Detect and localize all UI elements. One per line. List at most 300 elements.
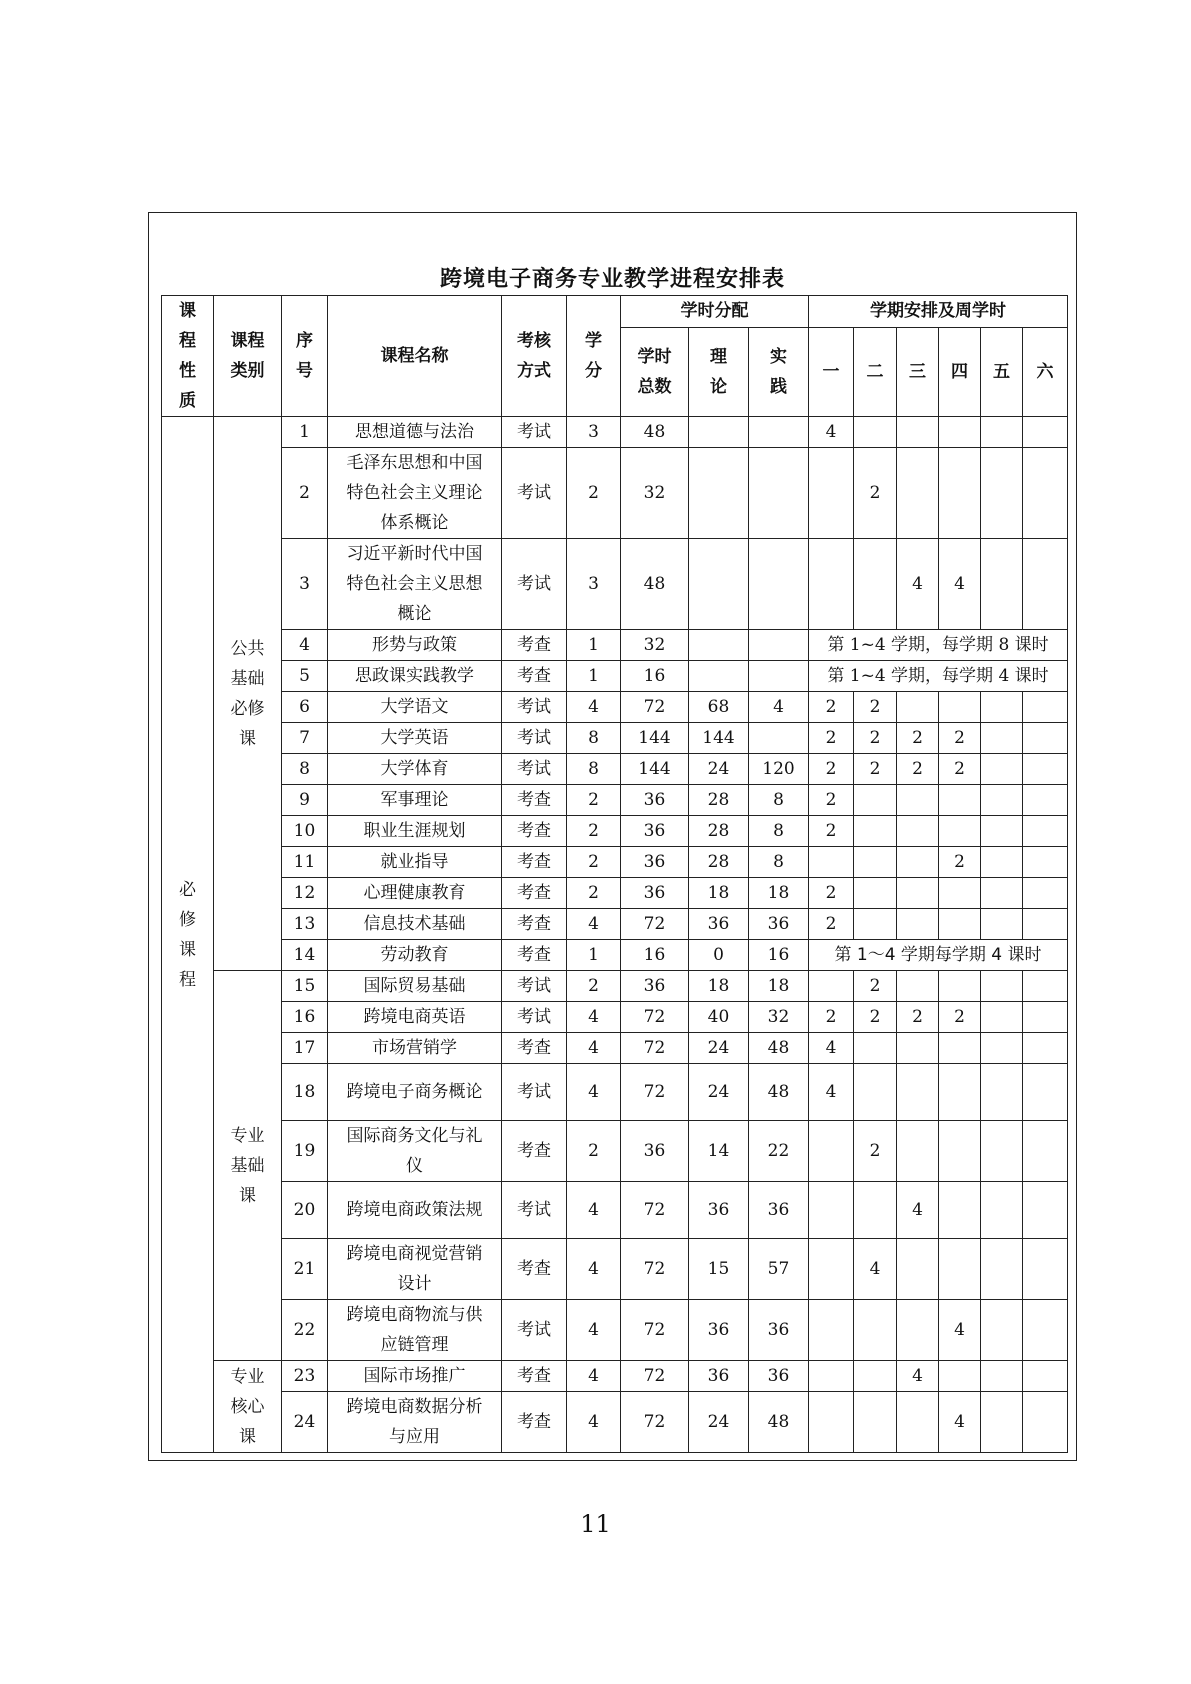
semester-3-hours [897,878,939,909]
semester-4-hours: 4 [939,1392,981,1453]
hours-theory [689,630,749,661]
semester-6-hours [1023,847,1068,878]
semester-4-hours [939,1239,981,1300]
semester-2-hours [854,539,897,630]
row-index: 18 [282,1064,328,1121]
credits: 2 [567,448,621,539]
course-name: 跨境电商物流与供应链管理 [328,1300,502,1361]
row-index: 24 [282,1392,328,1453]
semester-3-hours: 4 [897,539,939,630]
semester-5-hours [981,909,1023,940]
semester-6-hours [1023,539,1068,630]
semester-1-hours [809,1392,854,1453]
semester-6-hours [1023,1064,1068,1121]
semester-2-hours [854,816,897,847]
semester-3-hours [897,785,939,816]
hours-practice: 18 [749,878,809,909]
course-name: 信息技术基础 [328,909,502,940]
header-semester-5: 五 [981,327,1023,416]
semester-3-hours [897,417,939,448]
semester-2-hours: 2 [854,692,897,723]
semester-6-hours [1023,1121,1068,1182]
semester-3-hours: 4 [897,1361,939,1392]
credits: 2 [567,847,621,878]
semester-5-hours [981,754,1023,785]
table-row [162,723,1068,754]
header-credits: 学分 [567,296,621,417]
hours-practice: 8 [749,785,809,816]
semester-3-hours: 2 [897,1002,939,1033]
header-hours-total: 学时总数 [621,327,689,416]
assessment: 考查 [502,878,567,909]
semester-1-hours: 2 [809,909,854,940]
semester-1-hours [809,539,854,630]
page-title: 跨境电子商务专业教学进程安排表 [439,267,785,292]
course-name: 市场营销学 [328,1033,502,1064]
assessment: 考试 [502,754,567,785]
credits: 4 [567,1392,621,1453]
course-name: 军事理论 [328,785,502,816]
semester-1-hours: 2 [809,816,854,847]
semester-4-hours: 2 [939,754,981,785]
assessment: 考查 [502,1392,567,1453]
semester-5-hours [981,539,1023,630]
semester-1-hours: 4 [809,417,854,448]
semester-1-hours [809,1239,854,1300]
row-index: 4 [282,630,328,661]
semester-6-hours [1023,878,1068,909]
table-row [162,417,1068,448]
row-index: 10 [282,816,328,847]
semester-1-hours: 2 [809,878,854,909]
semester-2-hours [854,1300,897,1361]
hours-theory: 14 [689,1121,749,1182]
assessment: 考查 [502,1361,567,1392]
credits: 2 [567,816,621,847]
semester-2-hours: 2 [854,448,897,539]
semester-2-hours: 2 [854,971,897,1002]
semester-3-hours [897,448,939,539]
assessment: 考查 [502,940,567,971]
table-row [162,1300,1068,1361]
header-semester-6: 六 [1023,327,1068,416]
semester-3-hours [897,971,939,1002]
table-row [162,661,1068,692]
hours-total: 72 [621,1033,689,1064]
credits: 4 [567,692,621,723]
assessment: 考查 [502,816,567,847]
hours-practice [749,661,809,692]
hours-theory [689,661,749,692]
semester-5-hours [981,1121,1023,1182]
semester-2-hours: 2 [854,1002,897,1033]
table-row [162,909,1068,940]
table-row [162,1064,1068,1121]
assessment: 考查 [502,1121,567,1182]
hours-practice [749,417,809,448]
hours-total: 72 [621,692,689,723]
assessment: 考试 [502,1064,567,1121]
row-index: 13 [282,909,328,940]
course-name: 习近平新时代中国特色社会主义思想概论 [328,539,502,630]
table-row [162,539,1068,630]
hours-practice: 4 [749,692,809,723]
semester-4-hours: 4 [939,1300,981,1361]
course-name: 劳动教育 [328,940,502,971]
table-row [162,1033,1068,1064]
credits: 4 [567,1033,621,1064]
semester-note: 第 1~4 学期，每学期 8 课时 [809,630,1068,661]
row-index: 12 [282,878,328,909]
table-row [162,1392,1068,1453]
schedule-table [161,295,1068,1453]
header-index: 序号 [282,296,328,417]
hours-theory: 18 [689,971,749,1002]
semester-5-hours [981,1182,1023,1239]
table-row [162,754,1068,785]
header-semester-1: 一 [809,327,854,416]
assessment: 考查 [502,1033,567,1064]
semester-5-hours [981,1239,1023,1300]
semester-4-hours [939,971,981,1002]
hours-theory: 15 [689,1239,749,1300]
semester-3-hours [897,1239,939,1300]
semester-1-hours: 2 [809,692,854,723]
row-index: 5 [282,661,328,692]
semester-3-hours [897,1392,939,1453]
semester-2-hours: 4 [854,1239,897,1300]
semester-1-hours: 2 [809,1002,854,1033]
assessment: 考试 [502,1300,567,1361]
hours-total: 32 [621,448,689,539]
semester-2-hours [854,417,897,448]
semester-6-hours [1023,816,1068,847]
table-row [162,448,1068,539]
semester-1-hours [809,1182,854,1239]
row-index: 15 [282,971,328,1002]
credits: 4 [567,1064,621,1121]
credits: 2 [567,785,621,816]
row-index: 20 [282,1182,328,1239]
hours-practice: 16 [749,940,809,971]
hours-practice: 36 [749,1300,809,1361]
hours-practice [749,539,809,630]
semester-5-hours [981,785,1023,816]
course-name: 毛泽东思想和中国特色社会主义理论体系概论 [328,448,502,539]
semester-4-hours: 2 [939,1002,981,1033]
table-row [162,785,1068,816]
table-row [162,971,1068,1002]
hours-total: 36 [621,816,689,847]
hours-total: 72 [621,1392,689,1453]
row-index: 17 [282,1033,328,1064]
semester-3-hours [897,1300,939,1361]
hours-total: 16 [621,661,689,692]
table-row [162,1121,1068,1182]
semester-4-hours [939,1033,981,1064]
semester-1-hours: 4 [809,1033,854,1064]
credits: 3 [567,417,621,448]
semester-6-hours [1023,692,1068,723]
hours-practice: 48 [749,1392,809,1453]
hours-practice: 36 [749,909,809,940]
row-index: 6 [282,692,328,723]
hours-total: 16 [621,940,689,971]
semester-6-hours [1023,909,1068,940]
hours-total: 144 [621,723,689,754]
semester-6-hours [1023,1239,1068,1300]
hours-practice [749,630,809,661]
hours-theory: 36 [689,909,749,940]
table-row [162,1182,1068,1239]
hours-theory: 36 [689,1182,749,1239]
header-semester-2: 二 [854,327,897,416]
course-name: 职业生涯规划 [328,816,502,847]
semester-note: 第 1～4 学期每学期 4 课时 [809,940,1068,971]
row-index: 21 [282,1239,328,1300]
course-name: 大学体育 [328,754,502,785]
credits: 3 [567,539,621,630]
assessment: 考试 [502,1002,567,1033]
assessment: 考试 [502,1182,567,1239]
semester-note: 第 1~4 学期，每学期 4 课时 [809,661,1068,692]
hours-theory [689,539,749,630]
hours-theory: 68 [689,692,749,723]
assessment: 考试 [502,417,567,448]
semester-5-hours [981,816,1023,847]
credits: 4 [567,909,621,940]
semester-5-hours [981,847,1023,878]
hours-total: 36 [621,785,689,816]
hours-theory: 36 [689,1361,749,1392]
semester-2-hours [854,1392,897,1453]
row-index: 7 [282,723,328,754]
semester-5-hours [981,448,1023,539]
semester-2-hours: 2 [854,754,897,785]
semester-3-hours: 2 [897,723,939,754]
hours-practice: 48 [749,1033,809,1064]
table-row [162,847,1068,878]
semester-2-hours [854,1064,897,1121]
semester-5-hours [981,1300,1023,1361]
hours-practice: 32 [749,1002,809,1033]
course-name: 跨境电子商务概论 [328,1064,502,1121]
credits: 1 [567,630,621,661]
semester-3-hours [897,1064,939,1121]
credits: 4 [567,1300,621,1361]
hours-total: 36 [621,971,689,1002]
semester-1-hours: 2 [809,785,854,816]
hours-theory [689,448,749,539]
course-name: 大学英语 [328,723,502,754]
semester-1-hours [809,448,854,539]
semester-4-hours [939,448,981,539]
semester-4-hours [939,785,981,816]
semester-3-hours [897,1121,939,1182]
hours-practice: 36 [749,1361,809,1392]
row-index: 14 [282,940,328,971]
row-index: 8 [282,754,328,785]
semester-5-hours [981,1392,1023,1453]
hours-practice: 8 [749,847,809,878]
hours-practice: 8 [749,816,809,847]
credits: 8 [567,754,621,785]
semester-3-hours: 2 [897,754,939,785]
semester-4-hours [939,692,981,723]
hours-theory: 28 [689,816,749,847]
semester-5-hours [981,1033,1023,1064]
semester-6-hours [1023,1300,1068,1361]
semester-2-hours [854,878,897,909]
assessment: 考查 [502,847,567,878]
hours-practice: 36 [749,1182,809,1239]
hours-theory: 28 [689,785,749,816]
course-name: 国际市场推广 [328,1361,502,1392]
header-hours-group: 学时分配 [621,296,809,328]
semester-4-hours [939,1121,981,1182]
row-index: 22 [282,1300,328,1361]
semester-2-hours [854,785,897,816]
semester-1-hours [809,1121,854,1182]
header-category: 课程类别 [214,296,282,417]
semester-3-hours [897,1033,939,1064]
semester-3-hours [897,692,939,723]
hours-total: 72 [621,1002,689,1033]
course-name: 国际贸易基础 [328,971,502,1002]
assessment: 考查 [502,785,567,816]
credits: 4 [567,1361,621,1392]
category-cell: 专业核心课 [214,1361,282,1453]
semester-6-hours [1023,754,1068,785]
row-index: 23 [282,1361,328,1392]
hours-total: 36 [621,878,689,909]
table-row [162,630,1068,661]
assessment: 考试 [502,692,567,723]
assessment: 考查 [502,630,567,661]
semester-5-hours [981,1002,1023,1033]
semester-6-hours [1023,1392,1068,1453]
hours-practice: 18 [749,971,809,1002]
semester-1-hours [809,847,854,878]
credits: 1 [567,661,621,692]
semester-4-hours [939,878,981,909]
credits: 8 [567,723,621,754]
header-theory: 理论 [689,327,749,416]
semester-1-hours [809,1361,854,1392]
credits: 1 [567,940,621,971]
hours-theory: 40 [689,1002,749,1033]
hours-theory: 144 [689,723,749,754]
semester-2-hours [854,847,897,878]
row-index: 16 [282,1002,328,1033]
hours-total: 72 [621,1361,689,1392]
semester-3-hours: 4 [897,1182,939,1239]
semester-4-hours [939,1361,981,1392]
table-row [162,692,1068,723]
course-name: 心理健康教育 [328,878,502,909]
hours-total: 72 [621,909,689,940]
hours-practice [749,723,809,754]
hours-theory: 24 [689,1392,749,1453]
table-row [162,816,1068,847]
assessment: 考试 [502,723,567,754]
credits: 2 [567,971,621,1002]
course-name: 跨境电商政策法规 [328,1182,502,1239]
semester-2-hours [854,1182,897,1239]
row-index: 2 [282,448,328,539]
semester-1-hours [809,971,854,1002]
course-name: 跨境电商视觉营销设计 [328,1239,502,1300]
semester-4-hours [939,816,981,847]
assessment: 考试 [502,539,567,630]
hours-theory: 24 [689,1033,749,1064]
row-index: 9 [282,785,328,816]
hours-theory [689,417,749,448]
semester-4-hours: 2 [939,723,981,754]
semester-5-hours [981,1064,1023,1121]
credits: 2 [567,1121,621,1182]
semester-4-hours [939,909,981,940]
assessment: 考查 [502,909,567,940]
category-cell: 专业基础课 [214,971,282,1361]
course-name: 就业指导 [328,847,502,878]
credits: 4 [567,1002,621,1033]
semester-6-hours [1023,785,1068,816]
hours-total: 48 [621,417,689,448]
semester-2-hours: 2 [854,1121,897,1182]
course-name: 跨境电商英语 [328,1002,502,1033]
hours-total: 72 [621,1182,689,1239]
assessment: 考查 [502,1239,567,1300]
header-nature: 课程性质 [162,296,214,417]
hours-total: 36 [621,1121,689,1182]
semester-3-hours [897,816,939,847]
hours-total: 36 [621,847,689,878]
semester-2-hours [854,1033,897,1064]
row-index: 19 [282,1121,328,1182]
table-row [162,1361,1068,1392]
row-index: 1 [282,417,328,448]
semester-4-hours: 2 [939,847,981,878]
row-index: 3 [282,539,328,630]
semester-1-hours [809,1300,854,1361]
table-row [162,940,1068,971]
credits: 2 [567,878,621,909]
nature-cell: 必修课程 [162,417,214,1453]
header-assessment: 考核方式 [502,296,567,417]
course-name: 跨境电商数据分析与应用 [328,1392,502,1453]
semester-5-hours [981,723,1023,754]
hours-theory: 18 [689,878,749,909]
semester-4-hours [939,1064,981,1121]
semester-2-hours [854,1361,897,1392]
course-name: 形势与政策 [328,630,502,661]
semester-6-hours [1023,417,1068,448]
table-row [162,878,1068,909]
hours-theory: 24 [689,1064,749,1121]
semester-5-hours [981,1361,1023,1392]
semester-3-hours [897,909,939,940]
hours-theory: 24 [689,754,749,785]
hours-practice: 57 [749,1239,809,1300]
semester-1-hours: 4 [809,1064,854,1121]
credits: 4 [567,1239,621,1300]
semester-6-hours [1023,1033,1068,1064]
semester-4-hours [939,417,981,448]
semester-4-hours: 4 [939,539,981,630]
semester-5-hours [981,692,1023,723]
semester-3-hours [897,847,939,878]
